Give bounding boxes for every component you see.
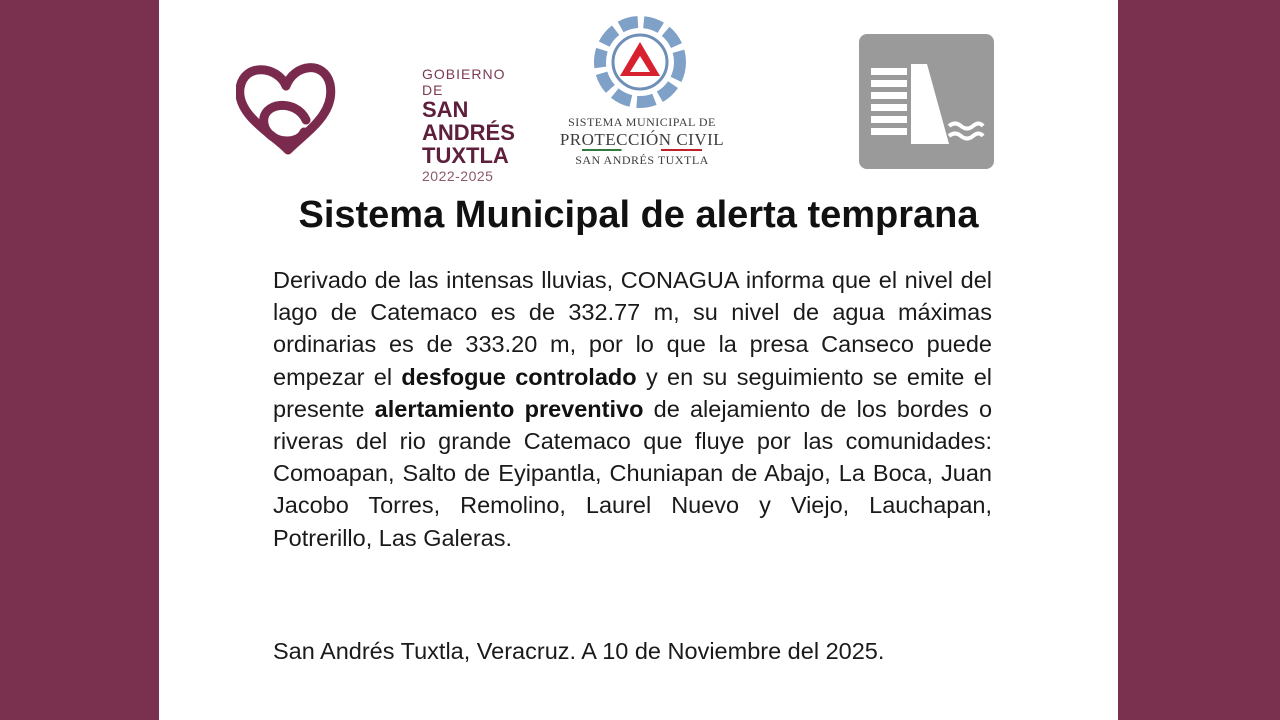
civil-protection-line2: PROTECCIÓN CIVIL [559, 130, 725, 149]
government-label: GOBIERNO DE [422, 66, 506, 98]
notice-page [159, 0, 1118, 720]
body-text-part3: de alejamiento de los bordes o riveras del rio grande Catemaco que fluye por las comunidades: Comoapan, Salto de Eyipantla, Chuniapan de Abajo, La Boca, Juan Jacobo Torres, Remolino, Laurel Nuevo y Viejo, Lauchapan, Potrerillo, Las Galeras. [273, 395, 993, 551]
government-logo [236, 58, 516, 184]
body-bold-phrase2: alertamiento preventivo [374, 395, 644, 422]
civil-protection-line1: SISTEMA MUNICIPAL DE [568, 115, 716, 129]
alert-body [273, 264, 992, 554]
civil-protection-logo [551, 14, 733, 174]
civil-protection-emblem-icon [590, 14, 690, 114]
administration-period: 2022-2025 [422, 168, 494, 184]
page-title: Sistema Municipal de alerta temprana [298, 194, 979, 236]
flag-color-rule [582, 149, 702, 151]
body-bold-phrase1: desfogue controlado [401, 363, 637, 390]
body-text-part1: Derivado de las intensas lluvias, CONAGUA informa que el nivel del lago de Catemaco es de 332.77 m, su nivel de agua máximas ordinarias es de 333.20 m, por lo que la presa Canseco puede empezar el [273, 267, 992, 390]
left-margin-band [0, 0, 159, 720]
dam-logo [859, 34, 994, 169]
heart-logo-icon [236, 58, 336, 158]
municipality-name-line1: SAN ANDRÉS [422, 97, 515, 145]
dam-icon [859, 34, 994, 169]
right-margin-band [1118, 0, 1280, 720]
body-text-part2: y en su seguimiento se emite el presente [273, 363, 993, 422]
municipality-name-line2: TUXTLA [422, 143, 509, 168]
place-and-date: San Andrés Tuxtla, Veracruz. A 10 de Noviembre del 2025. [273, 638, 885, 664]
civil-protection-line3: SAN ANDRÉS TUXTLA [575, 153, 709, 167]
